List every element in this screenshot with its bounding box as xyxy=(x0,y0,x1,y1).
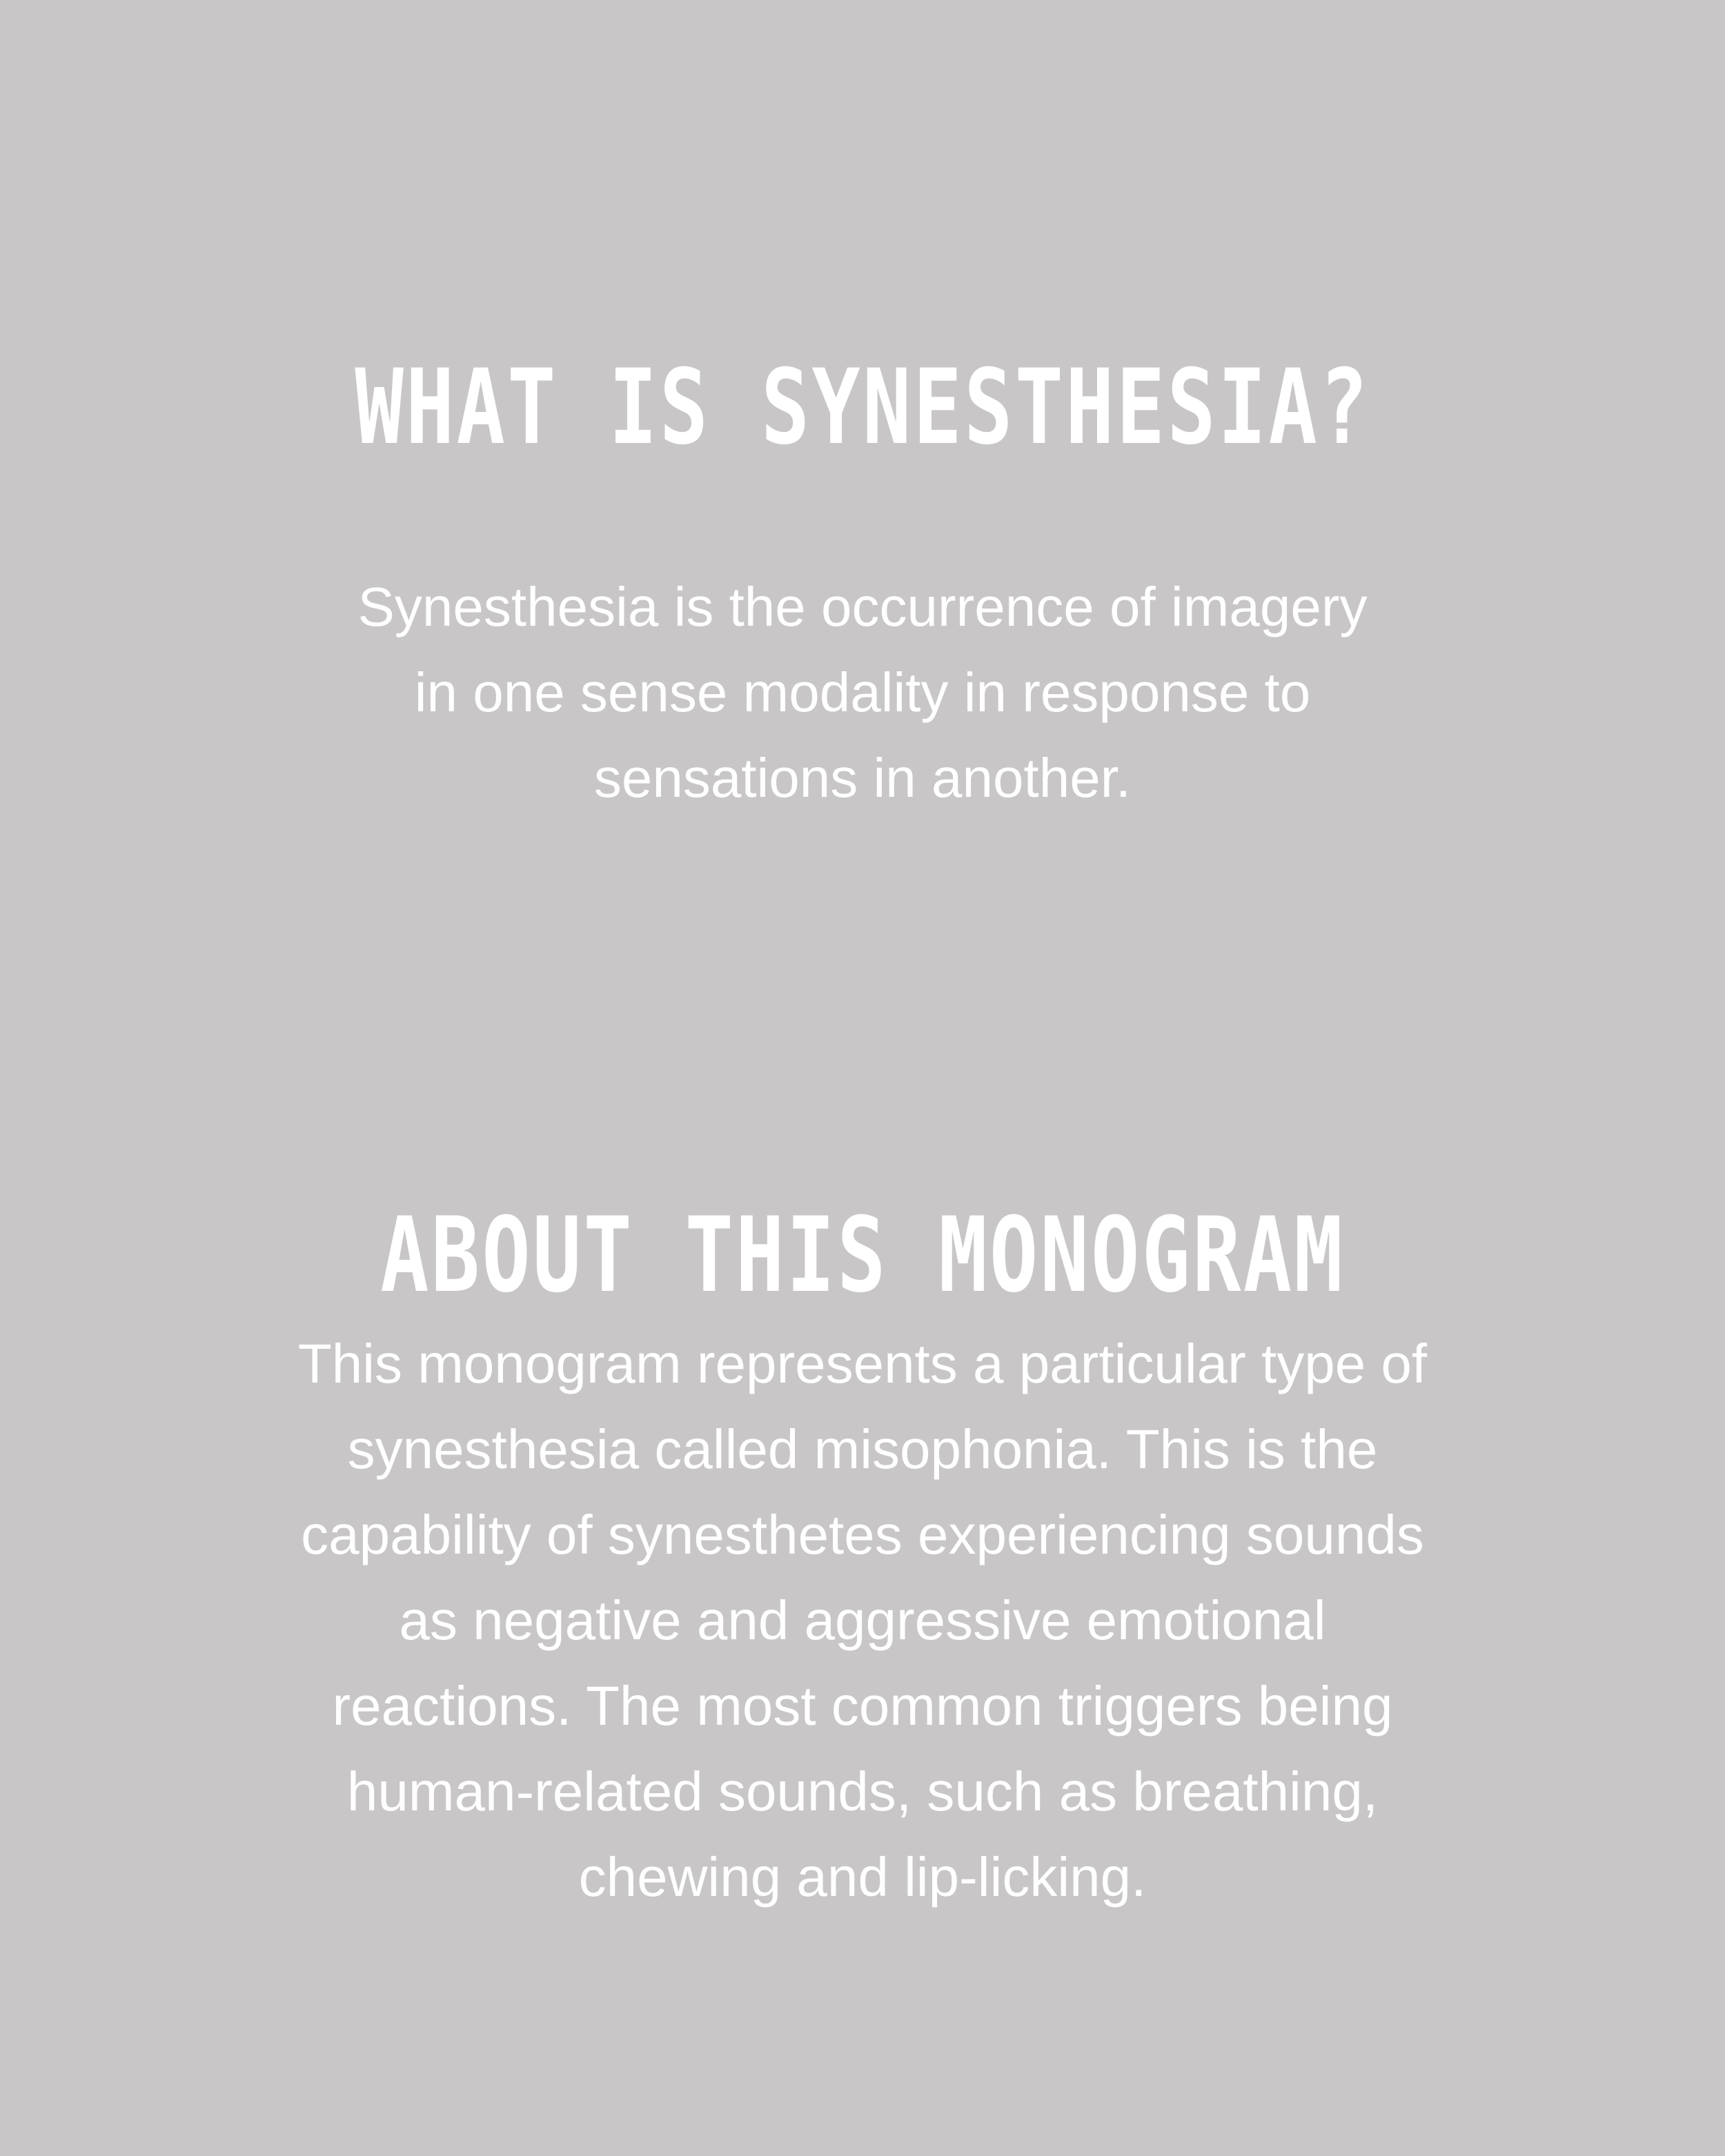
monogram-description xyxy=(0,1321,1725,1920)
paragraph-line: human-related sounds, such as breathing, xyxy=(346,1761,1379,1822)
paragraph-line: as negative and aggressive emotional xyxy=(399,1590,1326,1651)
synesthesia-definition xyxy=(0,564,1725,821)
section-heading-monogram: ABOUT THIS MONOGRAM xyxy=(380,1195,1345,1316)
paragraph-line: in one sense modality in response to xyxy=(414,662,1311,723)
paragraph-line: chewing and lip-licking. xyxy=(578,1846,1147,1908)
paragraph-line: This monogram represents a particular type of xyxy=(297,1333,1428,1394)
paragraph-line: sensations in another. xyxy=(593,747,1132,809)
paragraph-line: reactions. The most common triggers being xyxy=(332,1675,1393,1737)
paragraph-line: synesthesia called misophonia. This is the xyxy=(347,1418,1378,1480)
paragraph-line: Synesthesia is the occurrence of imagery xyxy=(357,576,1368,637)
paragraph-line: capability of synesthetes experiencing sounds xyxy=(301,1504,1424,1565)
section-heading-synesthesia: WHAT IS SYNESTHESIA? xyxy=(355,347,1370,468)
